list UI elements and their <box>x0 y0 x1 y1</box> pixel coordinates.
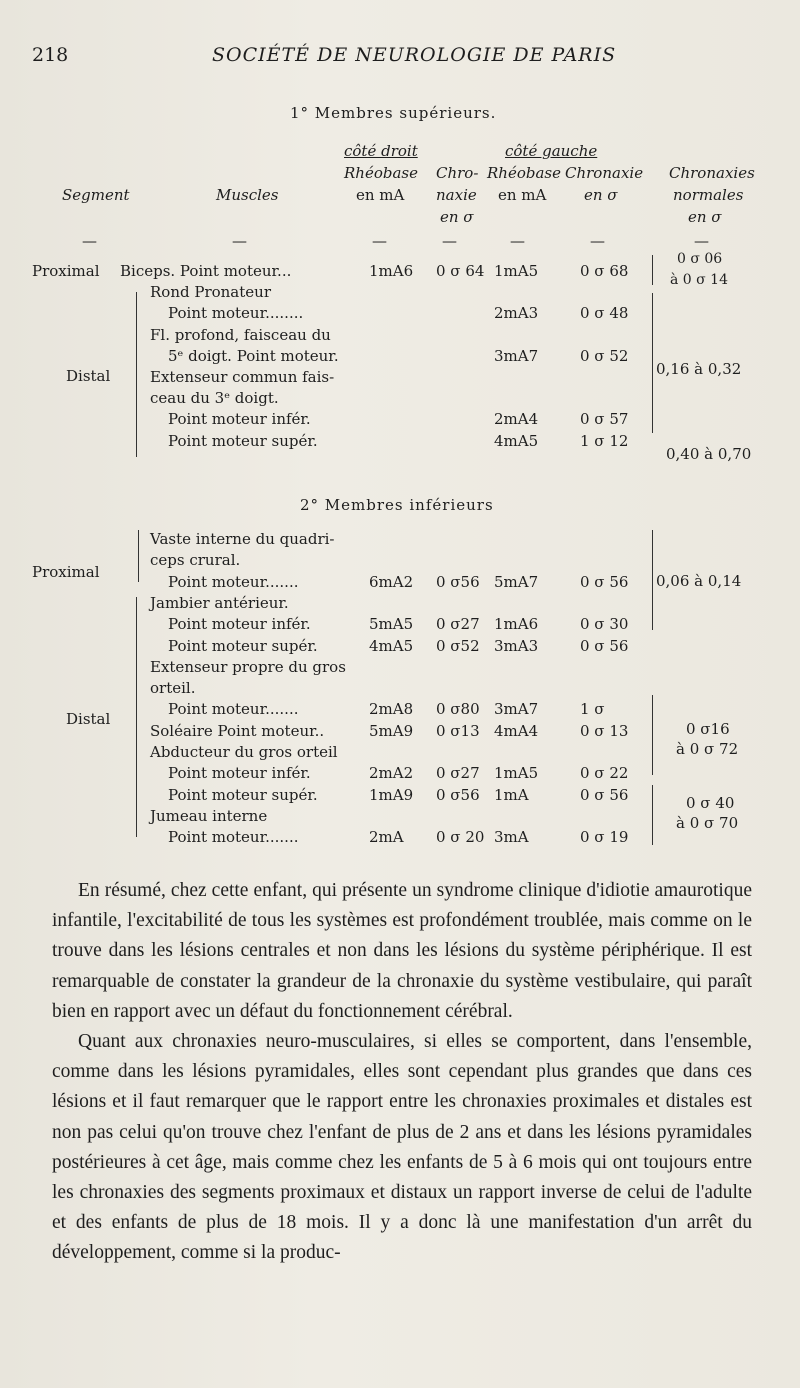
lower-rheobase-left: 5mA7 <box>494 572 539 591</box>
lower-rheobase-left: 1mA <box>494 785 529 804</box>
body-text <box>52 876 752 1269</box>
brace-distal-upper <box>136 292 137 457</box>
lower-chronaxie-right: 0 σ27 <box>436 615 480 634</box>
upper-norm1-l2: à 0 σ 14 <box>670 272 728 288</box>
lower-muscle: Point moteur infér. <box>168 615 311 634</box>
paragraph-chronaxies: Quant aux chronaxies neuro-musculaires, si elles se comportent, dans l'ensemble, comme dans les lésions pyramidales, elles sont cependant plus grandes que dans ces lésions et il faut remarquer que le rapport entre les chronaxies proximales et distales est non pas celui qu'on trouve chez l'enfant de plus de 2 ans et dans les lésions pyramidales postérieures à cet âge, mais comme chez les enfants de 5 à 6 mois qui ont toujours entre les chronaxies des segments proximaux et distaux un rapport inverse de celui de l'adulte et des enfants de plus de 18 mois. Il y a donc là une manifestation d'un arrêt du développement, comme si la produc- <box>52 1031 752 1264</box>
lower-rheobase-left: 4mA4 <box>494 721 539 740</box>
chro1-heading-1: Chro- <box>436 164 479 182</box>
rheo1-heading-2: en mA <box>356 186 405 204</box>
upper-muscle: Point moteur infér. <box>168 410 311 429</box>
lower-chronaxie-right: 0 σ52 <box>436 636 480 655</box>
lower-muscle: Soléaire Point moteur.. <box>150 721 325 740</box>
lower-norm1: 0,06 à 0,14 <box>656 572 742 590</box>
lower-muscle: Point moteur....... <box>168 572 299 591</box>
upper-norm2: 0,16 à 0,32 <box>656 360 742 378</box>
chro1-heading-2: naxie <box>436 186 477 204</box>
upper-chronaxie-left: 0 σ 52 <box>580 346 629 365</box>
lower-rheobase-right: 2mA2 <box>369 764 414 783</box>
lower-chronaxie-right: 0 σ13 <box>436 721 480 740</box>
lower-muscle: Vaste interne du quadri- <box>150 530 335 548</box>
upper-norm3: 0,40 à 0,70 <box>666 445 752 463</box>
upper-chronaxie-left: 1 σ 12 <box>580 431 629 450</box>
brace-norm1-upper <box>652 255 653 285</box>
norm-heading-3: en σ <box>688 208 722 226</box>
norm-heading-1: Chronaxies <box>669 164 755 182</box>
lower-chronaxie-left: 0 σ 56 <box>580 636 629 655</box>
upper-rheobase-right: 1mA6 <box>369 262 414 280</box>
lower-muscle: ceps crural. <box>150 551 241 570</box>
brace-distal-lower <box>136 597 137 837</box>
upper-rheobase-left: 4mA5 <box>494 431 539 450</box>
lower-chronaxie-right: 0 σ80 <box>436 700 480 719</box>
lower-muscle: Point moteur....... <box>168 700 299 719</box>
dash: — <box>590 232 605 250</box>
brace-norm3-lower <box>652 785 653 845</box>
lower-muscle: Point moteur supér. <box>168 636 318 655</box>
section-title-upper: 1° Membres supérieurs. <box>290 104 497 122</box>
muscles-heading: Muscles <box>216 186 279 204</box>
dash: — <box>372 232 387 250</box>
lower-rheobase-right: 1mA9 <box>369 785 414 804</box>
lower-rheobase-right: 5mA5 <box>369 615 414 634</box>
lower-chronaxie-left: 1 σ <box>580 700 605 719</box>
lower-chronaxie-right: 0 σ56 <box>436 785 480 804</box>
lower-chronaxie-left: 0 σ 13 <box>580 721 629 740</box>
lower-muscle: Jumeau interne <box>150 806 268 825</box>
segment-proximal-lower: Proximal <box>32 563 100 581</box>
lower-norm3-l1: 0 σ 40 <box>686 794 735 812</box>
dash: — <box>232 232 247 250</box>
lower-muscle: orteil. <box>150 679 196 698</box>
lower-rheobase-left: 3mA3 <box>494 636 539 655</box>
upper-muscle: 5ᵉ doigt. Point moteur. <box>168 346 339 365</box>
chro2-heading-2: en σ <box>584 186 618 204</box>
brace-proximal-lower <box>138 530 139 582</box>
upper-muscle: Rond Pronateur <box>150 283 271 302</box>
dash: — <box>694 232 709 250</box>
dash: — <box>510 232 525 250</box>
lower-rheobase-left: 3mA7 <box>494 700 539 719</box>
running-title: SOCIÉTÉ DE NEUROLOGIE DE PARIS <box>212 44 617 66</box>
upper-rheobase-left: 2mA3 <box>494 304 539 323</box>
group-right-heading: côté droit <box>344 142 418 160</box>
lower-rheobase-right: 6mA2 <box>369 572 414 591</box>
group-left-heading: côté gauche <box>505 142 598 160</box>
upper-chronaxie-left: 0 σ 68 <box>580 262 629 280</box>
rheo1-heading-1: Rhéobase <box>344 164 418 182</box>
upper-muscle: Biceps. Point moteur... <box>120 262 292 280</box>
page-number: 218 <box>32 44 69 66</box>
lower-chronaxie-left: 0 σ 56 <box>580 785 629 804</box>
upper-muscle: Point moteur........ <box>168 304 304 323</box>
lower-rheobase-right: 5mA9 <box>369 721 414 740</box>
rheo2-heading-1: Rhéobase <box>487 164 561 182</box>
segment-distal: Distal <box>66 367 111 385</box>
lower-norm3-l2: à 0 σ 70 <box>676 814 739 832</box>
lower-chronaxie-right: 0 σ 20 <box>436 828 485 847</box>
lower-muscle: Jambier antérieur. <box>150 593 289 612</box>
lower-rheobase-right: 4mA5 <box>369 636 414 655</box>
lower-chronaxie-left: 0 σ 30 <box>580 615 629 634</box>
lower-rheobase-left: 3mA <box>494 828 529 847</box>
segment-proximal: Proximal <box>32 262 100 280</box>
upper-chronaxie-left: 0 σ 48 <box>580 304 629 323</box>
lower-muscle: Abducteur du gros orteil <box>150 743 338 761</box>
lower-rheobase-left: 1mA6 <box>494 615 539 634</box>
lower-chronaxie-left: 0 σ 22 <box>580 764 629 783</box>
rheo2-heading-2: en mA <box>498 186 547 204</box>
upper-rheobase-left: 1mA5 <box>494 262 539 280</box>
paragraph-summary: En résumé, chez cette enfant, qui présente un syndrome clinique d'idiotie amaurotique infantile, l'excitabilité de tous les systèmes est profondément troublée, mais comme on le trouve dans les lésions centrales et non dans les lésions du système périphérique. Il est remarquable de constater la grandeur de la chronaxie du système vestibulaire, qui paraît bien en rapport avec un défaut du fonctionnement cérébral. <box>52 880 752 1022</box>
lower-norm2-l2: à 0 σ 72 <box>676 740 739 758</box>
chro1-heading-3: en σ <box>440 208 474 226</box>
dash: — <box>82 232 97 250</box>
brace-norm2-lower <box>652 695 653 775</box>
lower-rheobase-left: 1mA5 <box>494 764 539 783</box>
section-title-lower: 2° Membres inférieurs <box>300 496 494 514</box>
lower-rheobase-right: 2mA8 <box>369 700 414 719</box>
dash: — <box>442 232 457 250</box>
lower-muscle: Extenseur propre du gros <box>150 657 346 676</box>
lower-chronaxie-left: 0 σ 56 <box>580 572 629 591</box>
lower-chronaxie-right: 0 σ56 <box>436 572 480 591</box>
lower-muscle: Point moteur supér. <box>168 785 318 804</box>
upper-chronaxie-right: 0 σ 64 <box>436 262 485 280</box>
lower-rheobase-right: 2mA <box>369 828 404 847</box>
upper-rheobase-left: 2mA4 <box>494 410 539 429</box>
brace-norm2-upper <box>652 293 653 433</box>
norm-heading-2: normales <box>673 186 744 204</box>
lower-chronaxie-right: 0 σ27 <box>436 764 480 783</box>
upper-muscle: Fl. profond, faisceau du <box>150 325 331 344</box>
lower-norm2-l1: 0 σ16 <box>686 720 730 738</box>
upper-rheobase-left: 3mA7 <box>494 346 539 365</box>
segment-heading: Segment <box>62 186 130 204</box>
brace-norm1-lower <box>652 530 653 630</box>
upper-muscle: Point moteur supér. <box>168 431 318 450</box>
lower-chronaxie-left: 0 σ 19 <box>580 828 629 847</box>
upper-muscle: ceau du 3ᵉ doigt. <box>150 389 279 408</box>
lower-muscle: Point moteur infér. <box>168 764 311 783</box>
upper-chronaxie-left: 0 σ 57 <box>580 410 629 429</box>
upper-muscle: Extenseur commun fais- <box>150 368 335 386</box>
segment-distal-lower: Distal <box>66 710 111 728</box>
chro2-heading-1: Chronaxie <box>565 164 644 182</box>
upper-norm1-l1: 0 σ 06 <box>677 251 723 267</box>
lower-muscle: Point moteur....... <box>168 828 299 847</box>
